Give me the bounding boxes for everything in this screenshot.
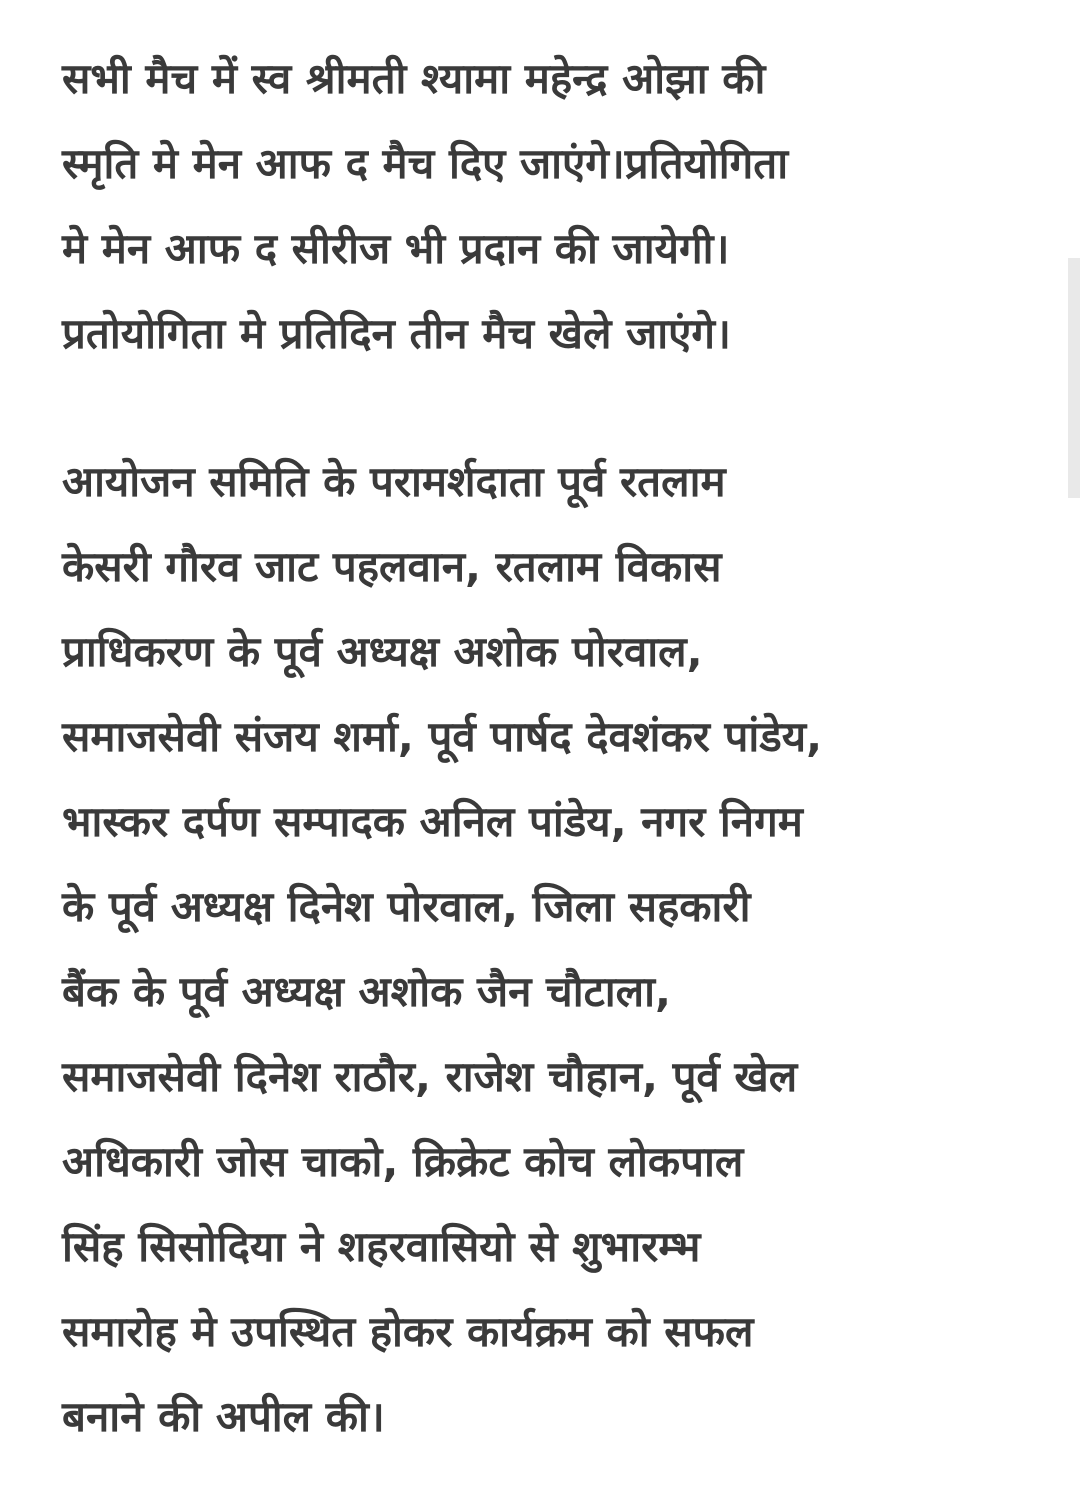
paragraph-line: समारोह मे उपस्थित होकर कार्यक्रम को सफल [62, 1307, 754, 1356]
paragraph-spacer [62, 376, 1052, 439]
article-paragraph-2 [62, 439, 1052, 1459]
paragraph-line: भास्कर दर्पण सम्पादक अनिल पांडेय, नगर निगम [62, 797, 803, 846]
paragraph-line: स्मृति मे मेन आफ द मैच दिए जाएंगे।प्रतियोगिता [62, 139, 789, 188]
paragraph-line: समाजसेवी संजय शर्मा, पूर्व पार्षद देवशंकर पांडेय, [62, 712, 823, 761]
paragraph-line: मे मेन आफ द सीरीज भी प्रदान की जायेगी। [62, 224, 730, 273]
paragraph-line: के पूर्व अध्यक्ष दिनेश पोरवाल, जिला सहकारी [62, 882, 751, 931]
paragraph-line: प्राधिकरण के पूर्व अध्यक्ष अशोक पोरवाल, [62, 627, 703, 676]
paragraph-line: अधिकारी जोस चाको, क्रिक्रेट कोच लोकपाल [62, 1137, 744, 1186]
paragraph-line: केसरी गौरव जाट पहलवान, रतलाम विकास [62, 542, 722, 591]
article-body [62, 36, 1052, 1459]
paragraph-line: सभी मैच में स्व श्रीमती श्यामा महेन्द्र ओझा की [62, 54, 766, 103]
scrollbar-thumb[interactable] [1068, 258, 1080, 498]
paragraph-line: समाजसेवी दिनेश राठौर, राजेश चौहान, पूर्व खेल [62, 1052, 798, 1101]
paragraph-line: आयोजन समिति के परामर्शदाता पूर्व रतलाम [62, 457, 726, 506]
paragraph-line: बनाने की अपील की। [62, 1392, 385, 1441]
article-paragraph-1 [62, 36, 1052, 376]
paragraph-line: सिंह सिसोदिया ने शहरवासियो से शुभारम्भ [62, 1222, 701, 1271]
paragraph-line: बैंक के पूर्व अध्यक्ष अशोक जैन चौटाला, [62, 967, 671, 1016]
paragraph-line: प्रतोयोगिता मे प्रतिदिन तीन मैच खेले जाएंगे। [62, 309, 731, 358]
